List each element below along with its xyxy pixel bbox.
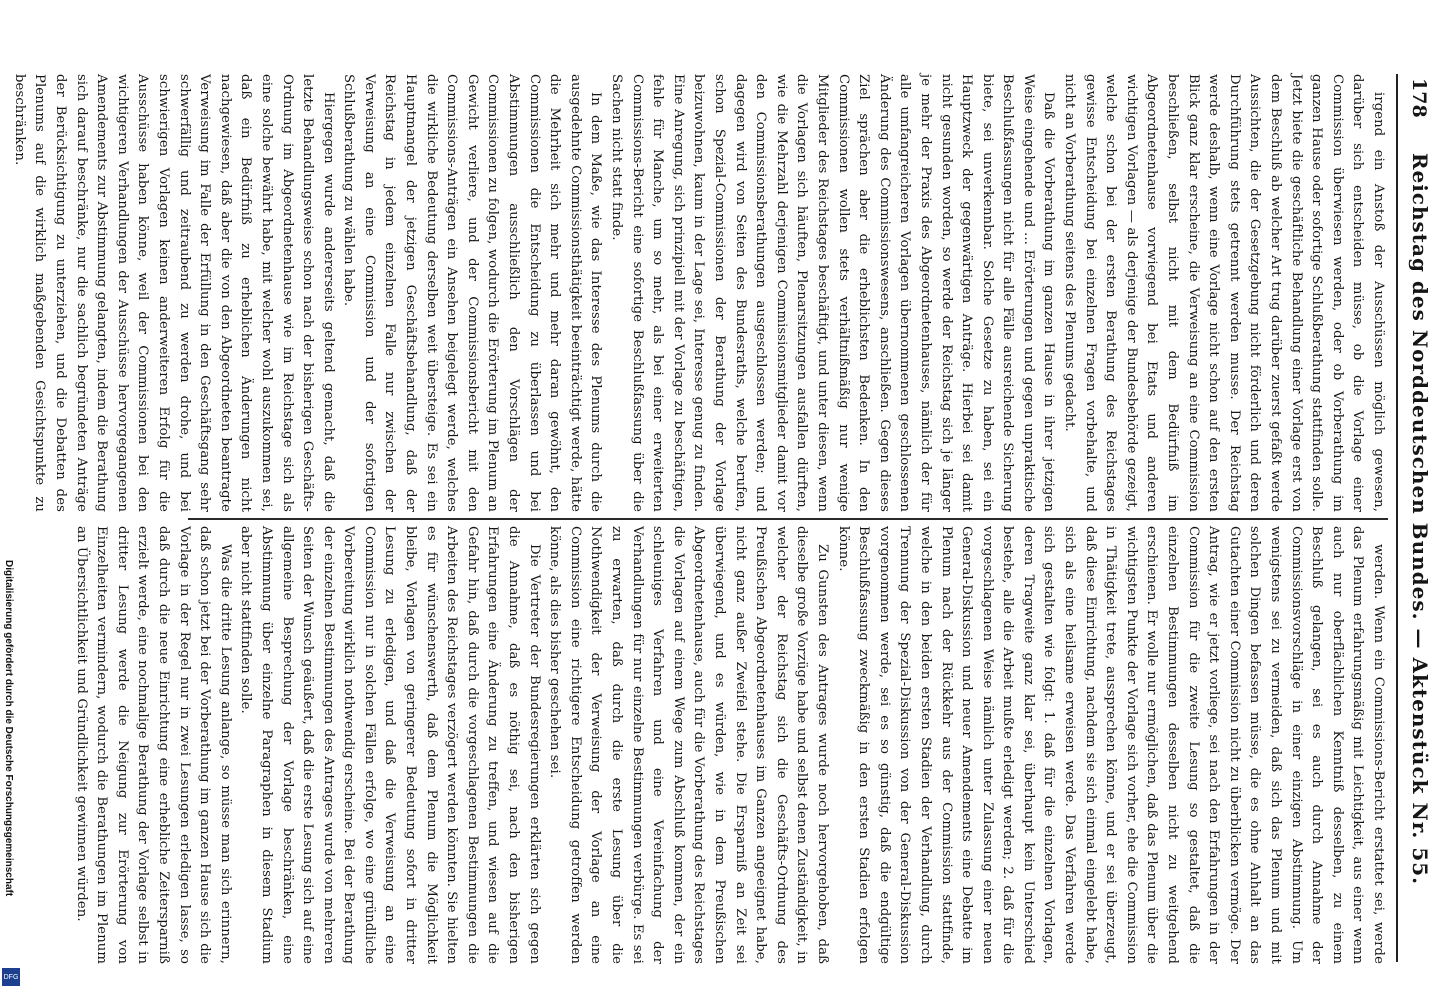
digitization-note: [0, 560, 30, 1000]
column-divider: [188, 518, 1388, 520]
digitization-text: Digitalisierung gefördert durch die Deutsche Forschungsgemeinschaft: [3, 560, 14, 897]
paragraph: In dem Maße, wie das Interesse des Plenums durch die ausgedehnte Commissionsthätigkeit beeinträchtigt werde, hätte die Mehrheit sich mehr und mehr daran gewöhnt, den Commissionen die Entscheidung zu überlassen und bei Abstimmungen ausschließlich den Vorschlägen der Commissionen zu folgen, wodurch die Erörterung im Plenum an Gewicht verliere, und der Commissionsbericht mit den Commissions-Anträgen ein Ansehen beigelegt werde, welches die wirkliche Bedeutung derselben weit übersteige. Es sei ein Hauptmangel der jetzigen Geschäftsbehandlung, daß der Reichstag in jedem einzelnen Falle nur zwischen der Verweisung an eine Commission und der sofortigen Schlußberathung zu wählen habe.: [341, 74, 604, 512]
paragraph: Daß die Vorberathung im ganzen Hause in ihrer jetzigen Weise eingehende und ... Erörterungen und gegen unpraktische Beschlußfassungen nicht für alle Fälle ausreichende Sicherung biete, sei unverkennbar. Solche Gesetze zu haben, sei ein Hauptzweck der gegenwärtigen Anträge. Hierbei sei damit nicht gesunden worden, so werde der Reichstag sich je länger je mehr der Praxis des Abgeordnetenhauses, nämlich der für alle umfangreicheren Vorlagen übernommenen geschlossenen Änderung des Commissionswesens, anschließen. Gegen dieses Ziel sprächen aber die erheblichsten Bedenken. In den Commissionen wollen stets verhältnißmäßig nur wenige Mitglieder des Reichstages beschäftigt, und unter diesen, wenn die Vorlagen sich häuften, Plenarsitzungen ausfallen dürften, wie die Mehrzahl derjenigen Commissionsmitglieder damit vor den Commissionsberathungen ausgeschlossen werden; und dagegen wird von Seiten des Bundesraths, welche berufen, schon Spezial-Commissionen der Berathung der Vorlage beizuwohnen, kaum in der Lage sei, Interesse genug zu finden. Eine Anregung, sich prinzipiell mit der Vorlage zu beschäftigen, fehle für Manche, um so mehr, als bei einer erweiterten Commissions-Bericht eine sofortige Beschlußfassung über die Sachen nicht statt finde.: [609, 74, 1057, 512]
page-header: [1400, 78, 1432, 960]
header-rule: [1396, 74, 1398, 962]
page-number: 178: [1408, 78, 1430, 118]
paragraph: Zu Gunsten des Antrages wurde noch hervorgehoben, daß dieselbe große Vorzüge habe und selbst denen Zuständigkeit, in welcher der Reichstag sich die Geschäfts-Ordnung des Preußischen Abgeordnetenhauses im Ganzen angeeignet habe, nicht ganz außer Zweifel stehe. Die Ersparniß an Zeit sei überwiegend, und es würden, wie in dem Preußischen Abgeordnetenhause, auch für die Vorberathung des Reichstages die Vorlagen auf einem Wege zum Abschluß kommen, der ein schleuniges Verfahren und eine Vereinfachung der Verhandlungen für nur einzelne Bestimmungen verbürge. Es sei zu erwarten, daß durch die erste Lesung über die Nothwendigkeit der Verweisung der Vorlage an eine Commission eine richtigere Entscheidung getroffen werden könne, als dies bisher geschehen sei.: [547, 526, 830, 964]
paragraph: Hiergegen wurde andererseits geltend gemacht, daß die letzte Behandlungsweise schon nach der bisherigen Geschäfts-Ordnung im Abgeordnetenhause wie im Reichstage sich als eine solche bewährt habe, mit welcher wohl auszukommen sei, daß ein Bedürfniß zu erheblichen Änderungen nicht nachgewiesen, daß aber die von den Abgeordneten beantragte Verweisung im Falle der Erfüllung in den Geschäftsgang sehr schwerfällig und zeitraubend zu werden drohe, und bei schwierigen Vorlagen keinen anderweiteren Erfolg für die Ausschüsse haben könne, weil der Commissionen bei den wichtigeren Verhandlungen der Ausschüsse hervorgegangenen Amendements zur Abstimmung gelangten, indem die Berathung sich darauf beschränke, nur die sachlich begründeten Anträge der Berücksichtigung zu unterziehen, und die Debatten des Plenums auf die wirklich maßgebenden Gesichtspunkte zu beschränken.: [11, 74, 336, 512]
paragraph: irgend ein Anstoß der Ausschüssen möglich gewesen, darüber sich entscheiden müsse, ob die Vorlage einer Commission überwiesen werden, oder ob Vorberathung im ganzen Hause oder sofortige Schlußberathung stattfinden solle. Jetzt biete die geschäftliche Behandlung einer Vorlage erst von dem Beschluß ab welcher Art trug darüber zuerst gefaßt werde Aussichten, die der Gesetzgebung nicht förderlich und deren Durchführung stets getrennt werden musse. Der Reichstag werde deshalb, wenn eine Vorlage nicht schon auf den ersten Blick ganz klar erscheine, die Verweisung an eine Commission beschließen, selbst nicht mit dem Bedürfniß im Abgeordnetenhause vorwiegend bei Etats und anderen wichtigen Vorlagen — als derjenige der Bundesbehörde gezeigt, welche schon bei der ersten Berathung des Reichstages gewisse Entscheidung bei einzelnen Fragen vorbehalte, und nicht an Vorberathung seitens des Plenums gedacht.: [1062, 74, 1386, 512]
text-column-left: [11, 74, 1388, 512]
text-column-right: [68, 526, 1388, 964]
paragraph: Was die dritte Lesung anlange, so müsse man sich erinnern, daß schon jetzt bei der Vorberathung im ganzen Hause sich die Vorlage in der Regel nur in zwei Lesungen erledigen lasse, so daß durch die neue Einrichtung eine erhebliche Zeitersparniß erzielt werde, eine nochmalige Berathung der Vorlage selbst in dritter Lesung werde die Neigung zur Erörterung von Einzelheiten vermindern, wodurch die Berathungen im Plenum an Übersichtlichkeit und Gründlichkeit gewinnen würden.: [73, 526, 233, 964]
paragraph: Die Vertreter der Bundesregierungen erklärten sich gegen die Annahme, daß es nöthig sei, nach den bisherigen Erfahrungen eine Änderung zu treffen, und wiesen auf die Gefahr hin, daß durch die vorgeschlagenen Bestimmungen die Arbeiten des Reichstages verzögert werden könnten. Sie hielten es für wünschenswerth, daß dem Plenum die Möglichkeit bleibe, Vorlagen von geringerer Bedeutung sofort in dritter Lesung zu erledigen, und daß die Verweisung an eine Commission nur in solchen Fällen erfolge, wo eine gründliche Vorbereitung wirklich nothwendig erscheine. Bei der Berathung der einzelnen Bestimmungen des Antrages wurde von mehreren Seiten der Wunsch geäußert, daß die erste Lesung sich auf eine allgemeine Besprechung der Vorlage beschränken, eine Abstimmung über einzelne Paragraphen in diesem Stadium aber nicht stattfinden solle.: [238, 526, 542, 964]
scanned-page: [11, 50, 1438, 970]
running-title: Reichstag des Norddeutschen Bundes. — Aktenstück Nr. 55.: [1408, 152, 1432, 886]
paragraph: werden. Wenn ein Commissions-Bericht erstattet sei, werde das Plenum erfahrungsmäßig mit Leichtigkeit, aus einer wenn auch nur oberflächlichen Kenntniß desselben, zu einem Beschluß gelangen, sei es auch durch Annahme der Commissionsvorschläge in einer einzigen Abstimmung. Um wenigstens sei zu vermeiden, daß sich das Plenum und mit solchen Dingen befassen müsse, die es ohne Anhalt an das Gutachten einer Commission nicht zu überblicken vermöge. Der Antrag, wie er jetzt vorliege, sei nach den Erfahrungen in der Commission für die zweite Lesung so gestaltet, daß die einzelnen Bestimmungen desselben nicht zu weitgehend erschienen. Er wolle nur ermöglichen, daß das Plenum über die wichtigsten Punkte der Vorlage sich vorher, ehe die Commission in Thätigkeit trete, aussprechen könne, und er sei überzeugt, daß diese Einrichtung, nachdem sie sich einmal eingelebt habe, sich als eine heilsame erweisen werde. Das Verfahren werde sich gestalten wie folgt: 1. daß für die einzelnen Vorlagen, deren Tragweite ganz klar sei, überhaupt kein Unterschied bestehe, alle die Arbeit mußte erledigt werden; 2. daß für die vorgeschlagenen Weise nämlich unter Zulassung einer neuen General-Diskussion und neuer Amendements eine Debatte im Plenum nach der Rückkehr aus der Commission stattfinde, welche in den beiden ersten Stadien der Verhandlung, durch Trennung der Spezial-Diskussion von der General-Diskussion vorgenommen werde, sei es so günstig, daß die endgültige Beschlußfassung zweckmäßig in den ersten Stadien erfolgen könne.: [835, 526, 1386, 964]
dfg-logo: [2, 968, 20, 986]
dfg-logo-text: DFG: [3, 973, 19, 981]
